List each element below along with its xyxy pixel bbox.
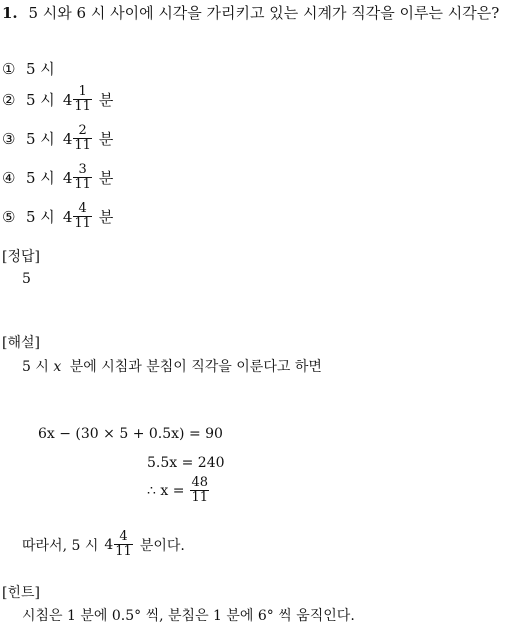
hint-label: [힌트] [2, 585, 40, 601]
equation-3-lhs: ∴ x = [147, 482, 185, 499]
solution-intro-post: 분에 시침과 분침이 직각을 이룬다고 하면 [69, 359, 322, 375]
option-1[interactable] [2, 58, 55, 79]
option-fraction [73, 163, 92, 192]
question-text: 5 시와 6 시 사이에 시각을 가리키고 있는 시계가 직각을 이루는 시각은? [28, 4, 500, 22]
numerator: 3 [78, 162, 87, 177]
numerator: 4 [78, 201, 87, 216]
conclusion-post: 분이다. [139, 537, 185, 554]
option-5[interactable] [2, 202, 113, 231]
option-fraction [73, 202, 92, 231]
denominator: 11 [74, 138, 91, 153]
numerator: 2 [78, 123, 87, 138]
solution-conclusion [22, 530, 185, 559]
option-suffix: 분 [98, 130, 114, 148]
equation-2: 5.5x = 240 [147, 455, 225, 471]
option-prefix: 5 시 [26, 208, 55, 226]
option-2[interactable] [2, 85, 113, 114]
solution-intro-pre: 5 시 [22, 359, 49, 375]
answer-label: [정답] [2, 249, 40, 265]
equation-3-fraction [190, 476, 209, 505]
denominator: 11 [191, 490, 208, 505]
solution-intro-var: x [53, 359, 62, 375]
numerator: 1 [78, 84, 87, 99]
solution-label: [해설] [2, 335, 40, 351]
denominator: 11 [74, 177, 91, 192]
question-number: 1. [2, 4, 18, 22]
numerator: 4 [119, 529, 128, 544]
option-4[interactable] [2, 163, 113, 192]
option-3[interactable] [2, 124, 113, 153]
option-whole: 4 [62, 168, 73, 187]
option-marker: ⑤ [2, 207, 16, 226]
equation-3 [147, 476, 210, 505]
option-prefix: 5 시 [26, 169, 55, 187]
option-prefix: 5 시 [26, 130, 55, 148]
solution-intro [22, 356, 322, 376]
option-whole: 4 [62, 129, 73, 148]
conclusion-whole: 4 [104, 536, 114, 553]
conclusion-pre: 따라서, 5 시 [22, 537, 99, 554]
option-marker: ① [2, 59, 16, 78]
option-suffix: 분 [98, 169, 114, 187]
numerator: 48 [191, 475, 208, 490]
option-suffix: 분 [98, 208, 114, 226]
option-suffix: 분 [98, 91, 114, 109]
hint-text: 시침은 1 분에 0.5° 씩, 분침은 1 분에 6° 씩 움직인다. [22, 608, 355, 624]
option-marker: ② [2, 90, 16, 109]
answer-value: 5 [22, 271, 31, 287]
denominator: 11 [115, 544, 132, 559]
option-whole: 4 [62, 90, 73, 109]
option-whole: 4 [62, 207, 73, 226]
option-fraction [73, 124, 92, 153]
question [2, 2, 499, 23]
equation-1: 6x − (30 × 5 + 0.5x) = 90 [38, 426, 223, 442]
option-marker: ④ [2, 168, 16, 187]
conclusion-fraction [114, 530, 133, 559]
denominator: 11 [74, 216, 91, 231]
option-fraction [73, 85, 92, 114]
option-prefix: 5 시 [26, 91, 55, 109]
denominator: 11 [74, 99, 91, 114]
option-prefix: 5 시 [26, 60, 55, 78]
option-marker: ③ [2, 129, 16, 148]
